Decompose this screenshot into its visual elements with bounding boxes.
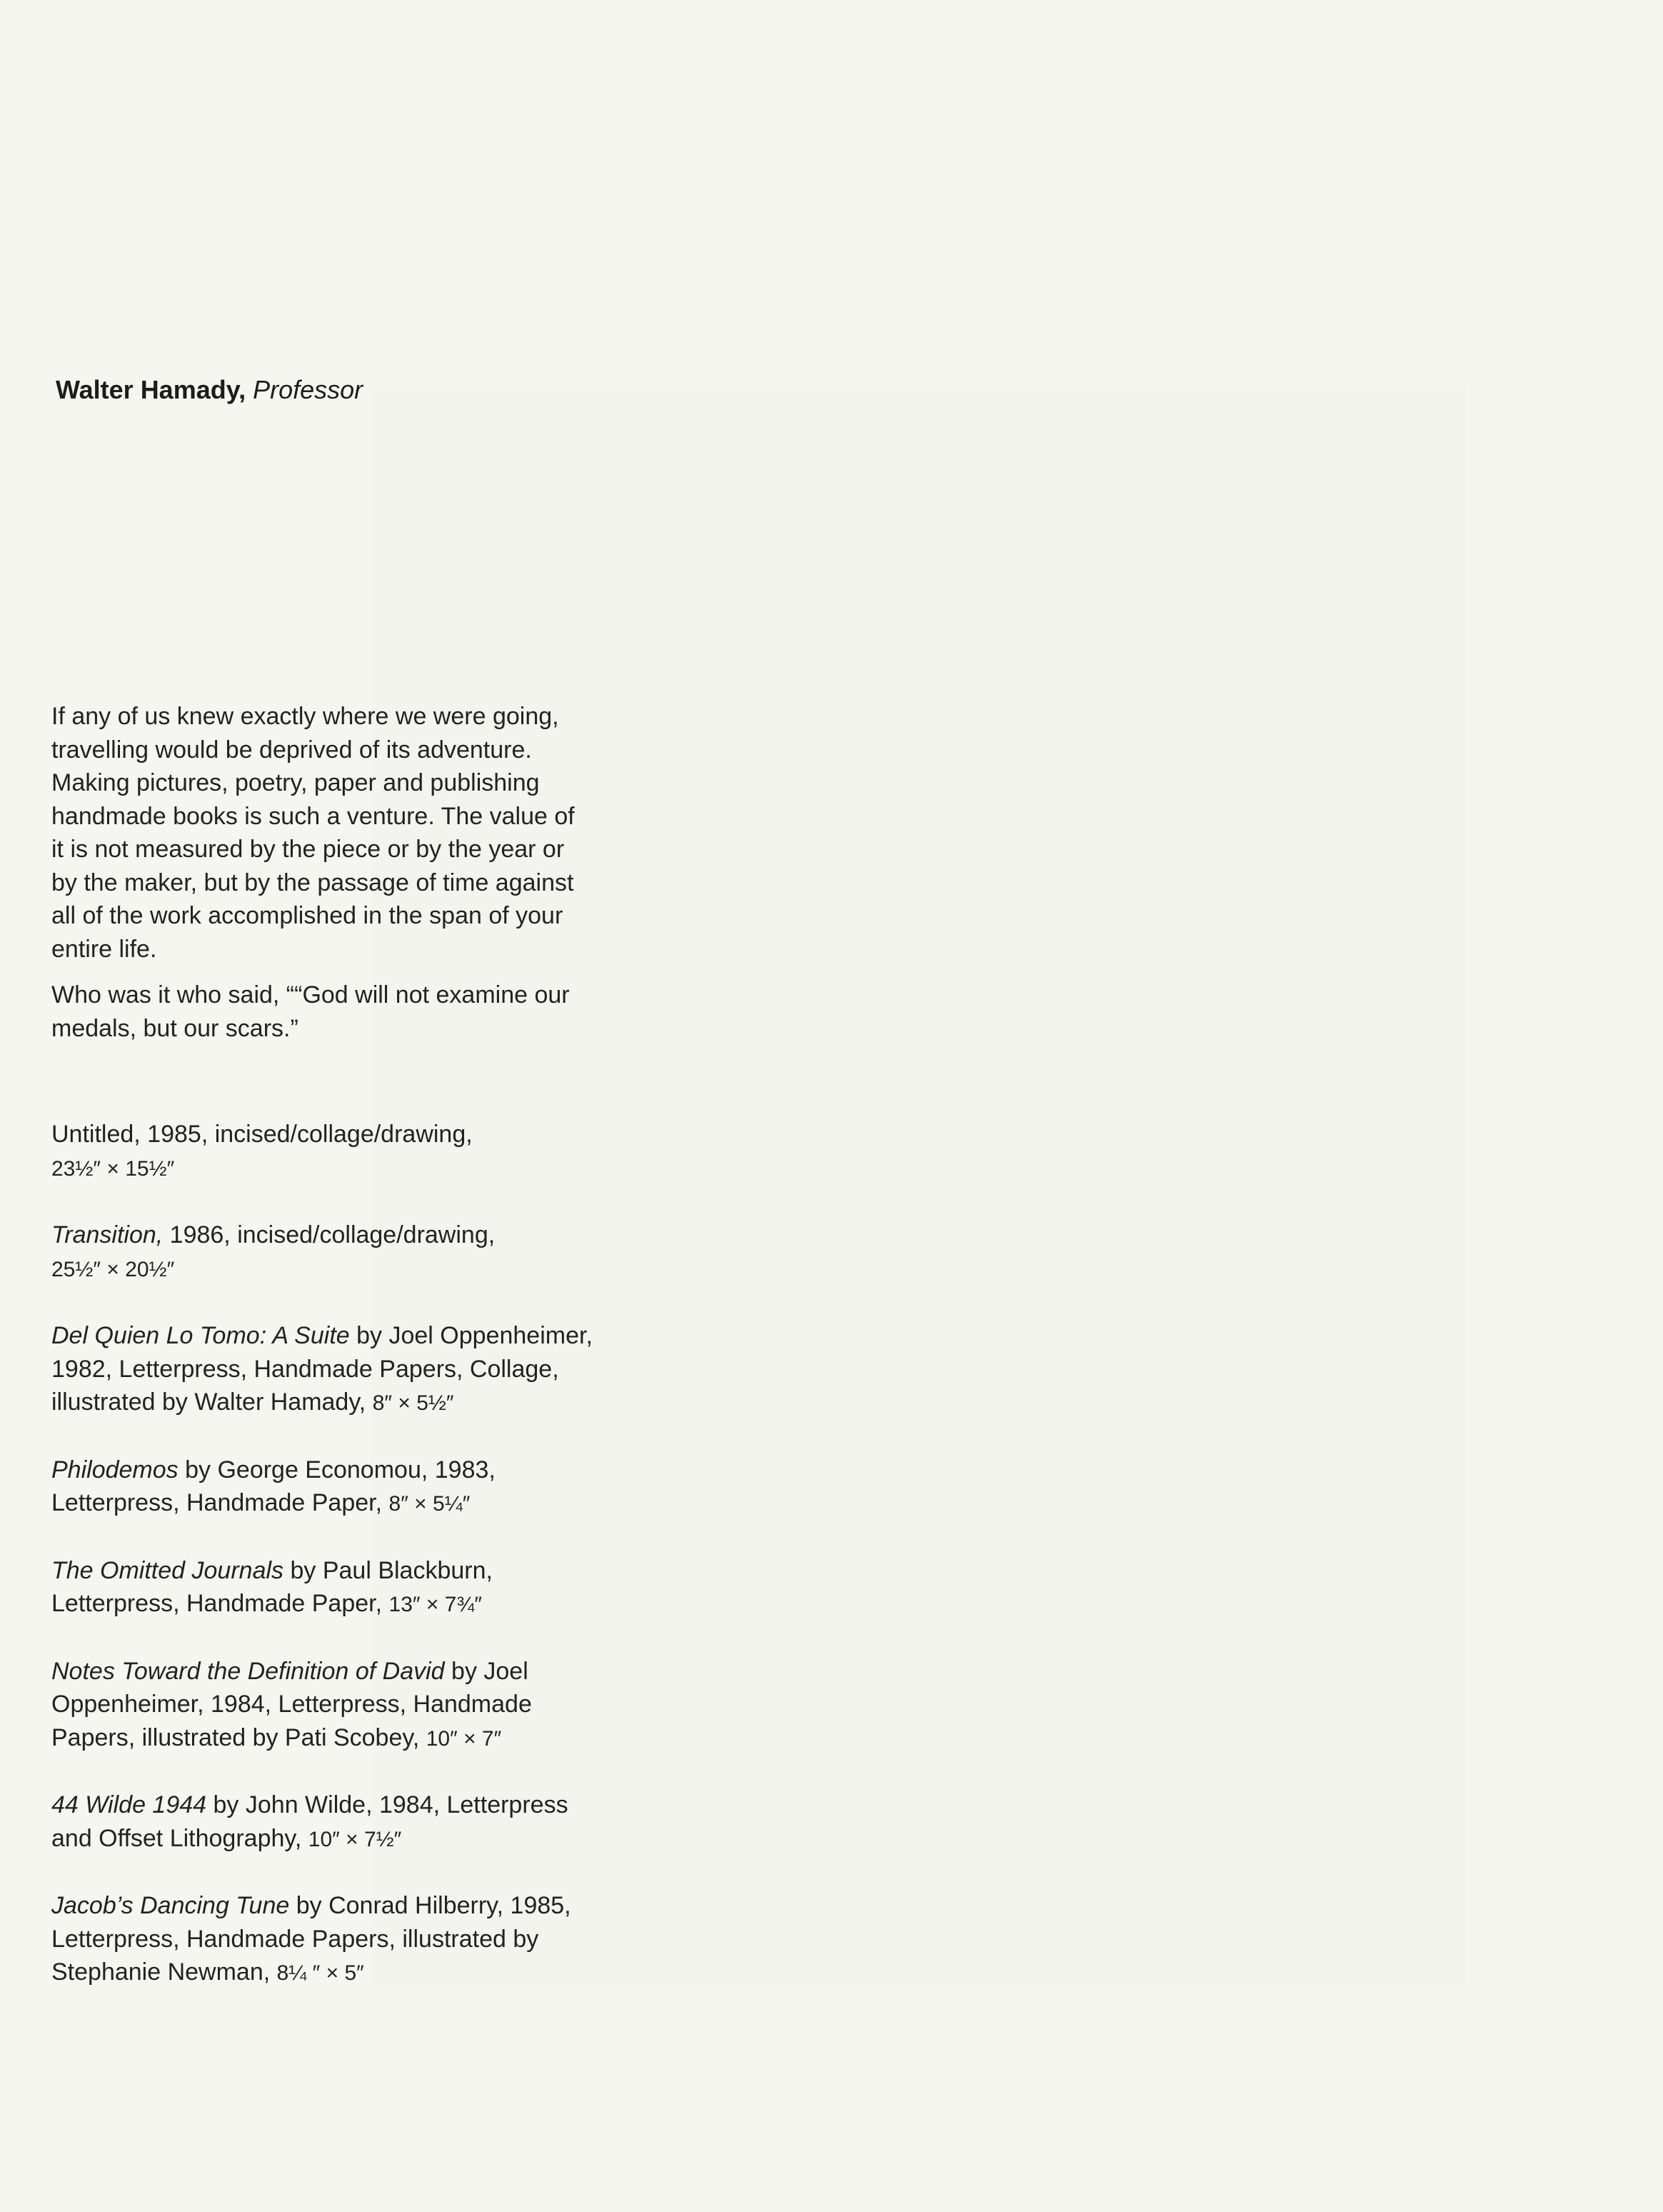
work-title: Del Quien Lo Tomo: A Suite [51,1322,350,1349]
work-caption [51,1554,594,1622]
artist-name: Walter Hamady, [56,375,246,404]
work-title: Transition, [51,1221,164,1248]
work-title: Untitled, [51,1121,141,1148]
work-caption [51,1218,594,1286]
work-title: The Omitted Journals [51,1556,284,1584]
work-details: by John Wilde, 1984, Letterpress and Offset Lithography, [51,1791,568,1852]
work-dimensions: 10″ × 7″ [426,1726,502,1751]
artist-header [56,371,363,409]
artist-quote: Who was it who said, ““God will not examine our medals, but our scars.” [51,981,570,1042]
work-details: by Conrad Hilberry, 1985, Letterpress, Handmade Papers, illustrated by Stephanie Newman, [51,1892,571,1986]
work-caption [51,1118,594,1186]
work-title: Notes Toward the Definition of David [51,1657,445,1685]
work-dimensions: 25½″ × 20½″ [51,1257,175,1281]
work-dimensions: 8″ × 5¼″ [388,1492,471,1516]
work-caption [51,1788,594,1856]
work-title: 44 Wilde 1944 [51,1791,207,1818]
work-details: by Paul Blackburn, Letterpress, Handmade Paper, [51,1556,493,1617]
work-dimensions: 8¼ ″ × 5″ [276,1961,364,1985]
text-column [51,700,594,2023]
work-dimensions: 10″ × 7½″ [308,1827,402,1851]
work-caption [51,1655,594,1756]
work-details: by Joel Oppenheimer, 1984, Letterpress, Handmade Papers, illustrated by Pati Scobey, [51,1657,532,1751]
work-details: by George Economou, 1983, Letterpress, Handmade Paper, [51,1456,496,1516]
work-details: by Joel Oppenheimer, 1982, Letterpress, Handmade Papers, Collage, illustrated by Walter Hamady, [51,1322,593,1416]
works-list [51,1118,594,1991]
work-dimensions: 8″ × 5½″ [372,1391,454,1415]
artist-role: Professor [253,375,363,404]
work-title: Philodemos [51,1456,179,1483]
work-caption [51,1453,594,1521]
work-dimensions: 23½″ × 15½″ [51,1156,175,1181]
work-caption [51,1319,594,1421]
work-title: Jacob’s Dancing Tune [51,1892,290,1919]
work-dimensions: 13″ × 7¾″ [388,1593,483,1616]
work-details: 1986, incised/collage/drawing, [163,1221,496,1248]
artist-statement: If any of us knew exactly where we were going, travelling would be deprived of its adventure. Making pictures, poetry, paper and publishing handmade books is such a venture. The value of it is not measured by the piece or by the year or by the maker, but by the passage of time against all of the work accomplished in the span of your entire life. [51,703,575,963]
work-caption [51,1889,594,1991]
work-details: 1985, incised/collage/drawing, [140,1121,473,1148]
